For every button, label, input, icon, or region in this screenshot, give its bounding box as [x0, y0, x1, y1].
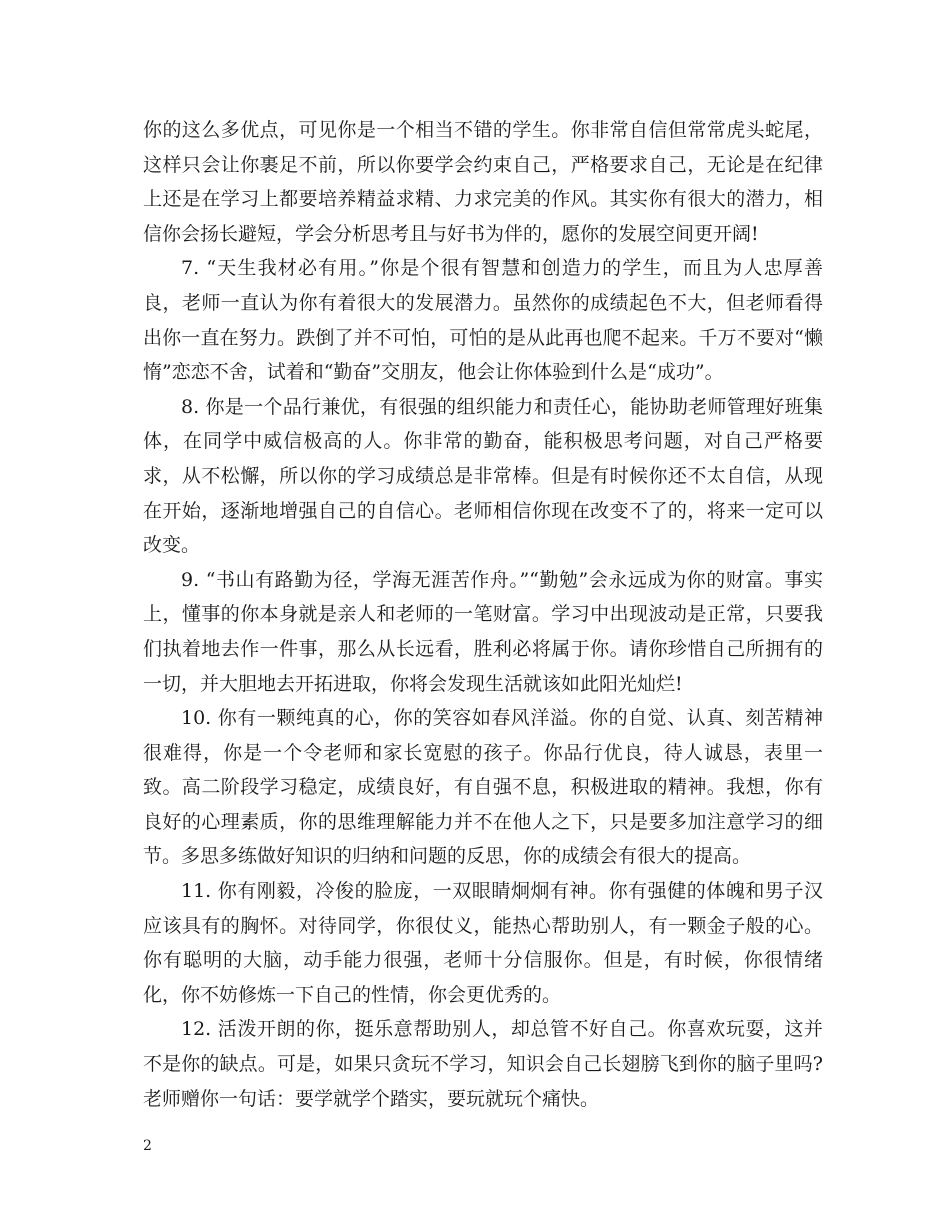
- document-body: [143, 113, 823, 1116]
- paragraph-item-12: 12. 活泼开朗的你，挺乐意帮助别人，却总管不好自己。你喜欢玩耍，这并不是你的缺点。可是，如果只贪玩不学习，知识会自己长翅膀飞到你的脑子里吗?老师赠你一句话：要学就学个踏实，要玩就玩个痛快。: [143, 1018, 823, 1110]
- paragraph-item-8: 8. 你是一个品行兼优，有很强的组织能力和责任心，能协助老师管理好班集体，在同学中威信极高的人。你非常的勤奋，能积极思考问题，对自己严格要求，从不松懈，所以你的学习成绩总是非常棒。但是有时候你还不太自信，从现在开始，逐渐地增强自己的自信心。老师相信你现在改变不了的，将来一定可以改变。: [143, 395, 823, 557]
- paragraph-item-10: 10. 你有一颗纯真的心，你的笑容如春风洋溢。你的自觉、认真、刻苦精神很难得，你是一个令老师和家长宽慰的孩子。你品行优良，待人诚恳，表里一致。高二阶段学习稳定，成绩良好，有自强不息，积极进取的精神。我想，你有良好的心理素质，你的思维理解能力并不在他人之下，只是要多加注意学习的细节。多思多练做好知识的归纳和问题的反思，你的成绩会有很大的提高。: [143, 707, 823, 868]
- paragraph-item-11: 11. 你有刚毅，冷俊的脸庞，一双眼睛炯炯有神。你有强健的体魄和男子汉应该具有的胸怀。对待同学，你很仗义，能热心帮助别人，有一颗金子般的心。你有聪明的大脑，动手能力很强，老师十分信服你。但是，有时候，你很情绪化，你不妨修炼一下自己的性情，你会更优秀的。: [143, 880, 823, 1006]
- page-number: 2: [143, 1138, 152, 1154]
- paragraph-continuation: 你的这么多优点，可见你是一个相当不错的学生。你非常自信但常常虎头蛇尾，这样只会让你裹足不前，所以你要学会约束自己，严格要求自己，无论是在纪律上还是在学习上都要培养精益求精、力求完美的作风。其实你有很大的潜力，相信你会扬长避短，学会分析思考且与好书为伴的，愿你的发展空间更开阔!: [143, 119, 823, 245]
- paragraph-item-7: 7. “天生我材必有用。”你是个很有智慧和创造力的学生，而且为人忠厚善良，老师一直认为你有着很大的发展潜力。虽然你的成绩起色不大，但老师看得出你一直在努力。跌倒了并不可怕，可怕的是从此再也爬不起来。千万不要对“懒惰”恋恋不舍，试着和“勤奋”交朋友，他会让你体验到什么是“成功”。: [143, 257, 823, 384]
- paragraph-item-9: 9. “书山有路勤为径，学海无涯苦作舟。”“勤勉”会永远成为你的财富。事实上，懂事的你本身就是亲人和老师的一笔财富。学习中出现波动是正常，只要我们执着地去作一件事，那么从长远看，胜利必将属于你。请你珍惜自己所拥有的一切，并大胆地去开拓进取，你将会发现生活就该如此阳光灿烂!: [143, 568, 823, 695]
